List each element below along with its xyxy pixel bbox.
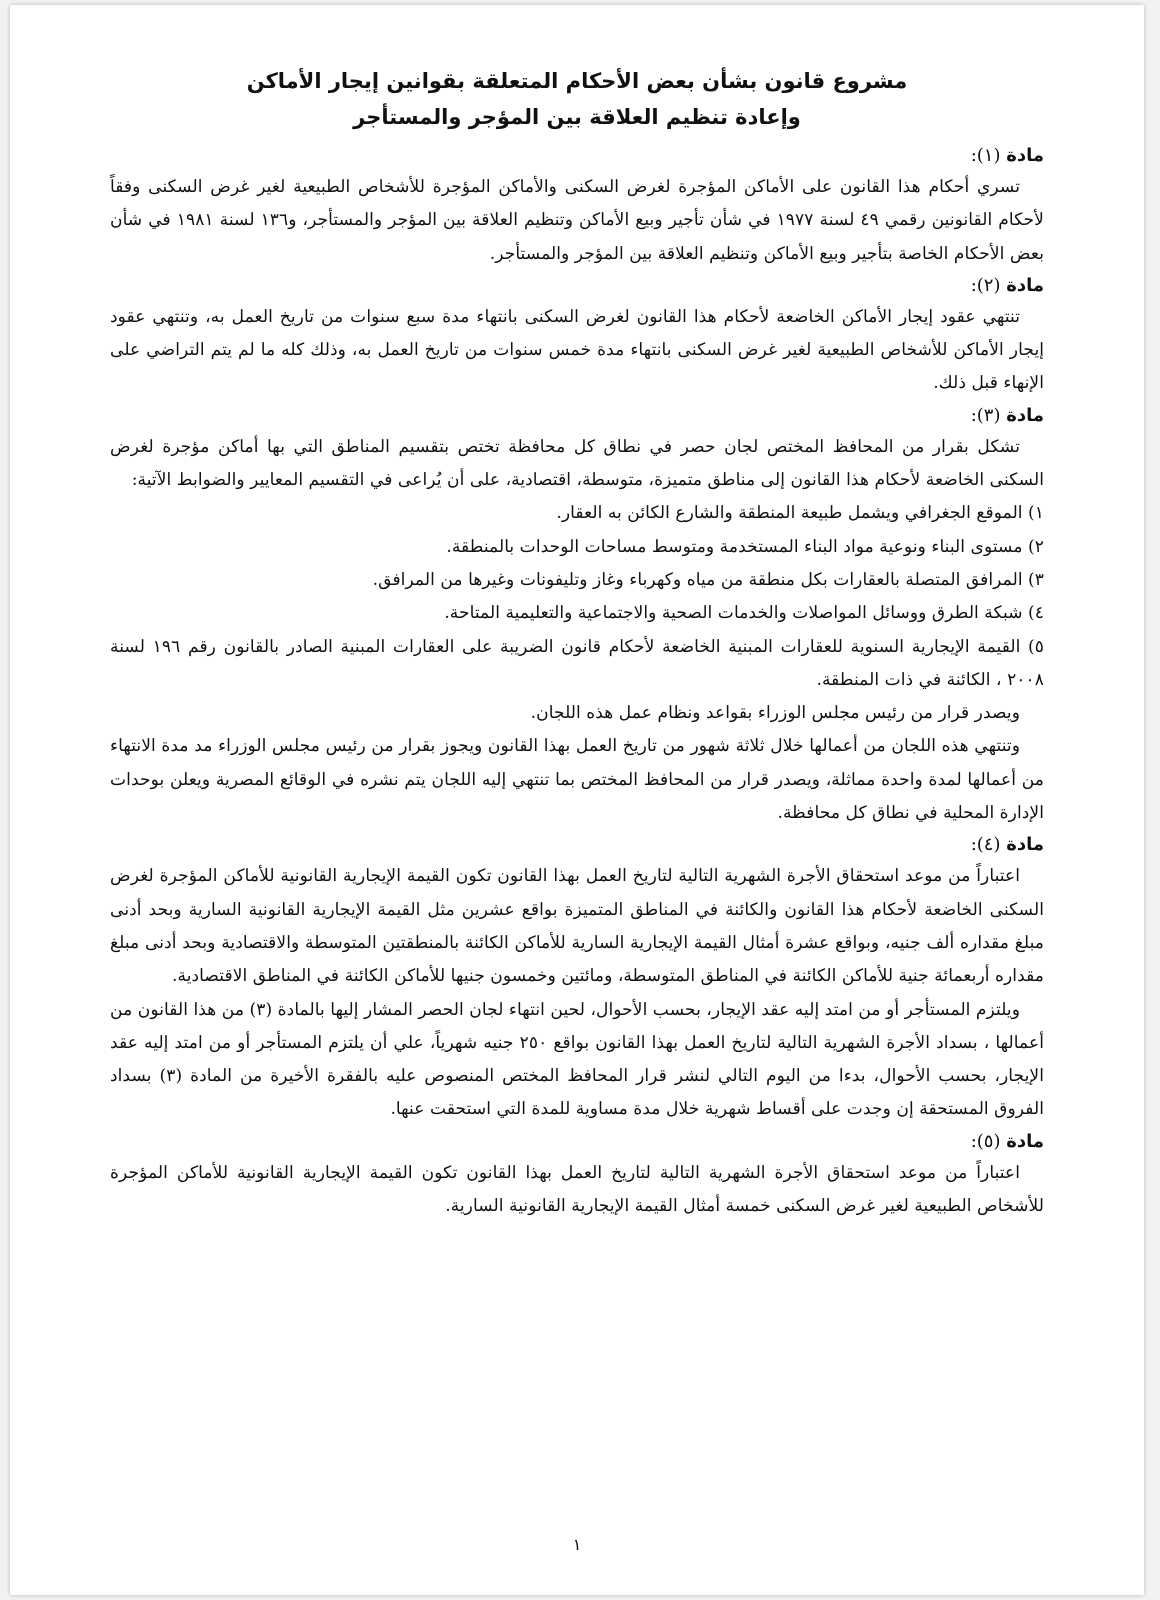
article-1 [110,141,1044,271]
criteria-item: ٢) مستوى البناء ونوعية مواد البناء المستخدمة ومتوسط مساحات الوحدات بالمنطقة. [446,536,1044,557]
criteria-item: ٣) المرافق المتصلة بالعقارات بكل منطقة من مياه وكهرباء وغاز وتليفونات وغيرها من المرافق. [372,569,1044,590]
title-line-2: وإعادة تنظيم العلاقة بين المؤجر والمستأجر [353,105,801,129]
article-number: (٣): [970,404,1001,426]
criteria-item: ٤) شبكة الطرق ووسائل المواصلات والخدمات الصحية والاجتماعية والتعليمية المتاحة. [444,603,1044,624]
article-4 [110,830,1044,1126]
article-word: مادة [1006,834,1044,856]
criteria-item: ١) الموقع الجغرافي ويشمل طبيعة المنطقة والشارع الكائن به العقار. [556,503,1044,524]
article-heading [110,401,1044,431]
title-line-1: مشروع قانون بشأن بعض الأحكام المتعلقة بقوانين إيجار الأماكن [246,69,908,93]
article-paragraph: اعتباراً من موعد استحقاق الأجرة الشهرية التالية لتاريخ العمل بهذا القانون تكون القيمة الإيجارية القانونية للأماكن المؤجرة للأشخاص الطبيعية لغير غرض السكنى خمسة أمثال القيمة الإيجارية القانونية السارية. [110,1162,1044,1217]
article-3 [110,401,1044,831]
article-number: (٤): [970,834,1001,856]
article-heading [110,830,1044,860]
article-word: مادة [1006,274,1044,296]
article-paragraph: ويلتزم المستأجر أو من امتد إليه عقد الإيجار، بحسب الأحوال، لحين انتهاء لجان الحصر المشار إليها بالمادة (٣) من هذا القانون من أعمالها ، بسداد الأجرة الشهرية التالية لتاريخ العمل بهذا القانون بواقع ٢٥٠ جنيه شهرياً، علي أن يلتزم المستأجر أو من امتد إليه عقد الإيجار، بحسب الأحوال، بدءا من اليوم التالي لنشر قرار المحافظ المختص المنصوص عليه بالفقرة الأخيرة من المادة (٣) بسداد الفروق المستحقة إن وجدت على أقساط شهرية خلال مدة مساوية للمدة التي استحقت عنها. [110,999,1044,1120]
article-number: (٢): [970,274,1001,296]
article-heading [110,1127,1044,1157]
article-paragraph: وتنتهي هذه اللجان من أعمالها خلال ثلاثة شهور من تاريخ العمل بهذا القانون ويجوز بقرار من رئيس مجلس الوزراء مد مدة الانتهاء من أعمالها لمدة واحدة مماثلة، ويصدر قرار من المحافظ المختص بما تنتهي إليه اللجان يتم نشره في الوقائع المصرية ويعلن بوحدات الإدارة المحلية في نطاق كل محافظة. [110,736,1044,824]
criteria-item: ٥) القيمة الإيجارية السنوية للعقارات المبنية الخاضعة لأحكام قانون الضريبة على العقارات المبنية الصادر بالقانون رقم ١٩٦ لسنة ٢٠٠٨ ، الكائنة في ذات المنطقة. [110,636,1045,690]
article-number: (٥): [970,1130,1001,1152]
document-title [110,63,1044,135]
page-number: ١ [572,1535,582,1554]
article-word: مادة [1006,145,1044,166]
document-content [110,63,1044,1223]
article-paragraph: اعتباراً من موعد استحقاق الأجرة الشهرية التالية لتاريخ العمل بهذا القانون تكون القيمة الإيجارية القانونية للأماكن المؤجرة لغرض السكنى الخاضعة لأحكام هذا القانون والكائنة في المناطق المتميزة بواقع عشرين مثل القيمة الإيجارية القانونية السارية وبحد أدنى مبلغ مقداره ألف جنيه، وبواقع عشرة أمثال القيمة الإيجارية السارية للأماكن الكائنة بالمنطقتين المتوسطة والاقتصادية وبحد أدنى مبلغ مقداره أربعمائة جنية للأماكن الكائنة في المناطق المتوسطة، ومائتين وخمسون جنيها للأماكن الكائنة في المناطق الاقتصادية. [110,866,1044,987]
article-paragraph: تسري أحكام هذا القانون على الأماكن المؤجرة لغرض السكنى والأماكن المؤجرة للأشخاص الطبيعية لغير غرض السكنى وفقاً لأحكام القانونين رقمي ٤٩ لسنة ١٩٧٧ في شأن تأجير وبيع الأماكن وتنظيم العلاقة بين المؤجر والمستأجر، و١٣٦ لسنة ١٩٨١ في شأن بعض الأحكام الخاصة بتأجير وبيع الأماكن وتنظيم العلاقة بين المؤجر والمستأجر. [110,177,1044,264]
article-5 [110,1127,1044,1224]
article-2 [110,271,1044,401]
article-heading [110,141,1044,171]
article-number: (١): [970,145,1001,166]
article-paragraph: ويصدر قرار من رئيس مجلس الوزراء بقواعد ونظام عمل هذه اللجان. [530,703,1020,724]
article-word: مادة [1006,1130,1044,1152]
article-intro: تشكل بقرار من المحافظ المختص لجان حصر في نطاق كل محافظة تختص بتقسيم المناطق التي بها أماكن مؤجرة لغرض السكنى الخاضعة لأحكام هذا القانون إلى مناطق متميزة، متوسطة، اقتصادية، على أن يُراعى في التقسيم المعايير والضوابط الآتية: [110,436,1044,491]
article-paragraph: تنتهي عقود إيجار الأماكن الخاضعة لأحكام هذا القانون لغرض السكنى بانتهاء مدة سبع سنوات من تاريخ العمل به، وتنتهي عقود إيجار الأماكن للأشخاص الطبيعية لغير غرض السكنى بانتهاء مدة خمس سنوات من تاريخ العمل به، وذلك كله ما لم يتم التراضي على الإنهاء قبل ذلك. [110,306,1044,394]
document-page [10,5,1144,1595]
article-heading [110,271,1044,301]
article-word: مادة [1006,404,1044,426]
